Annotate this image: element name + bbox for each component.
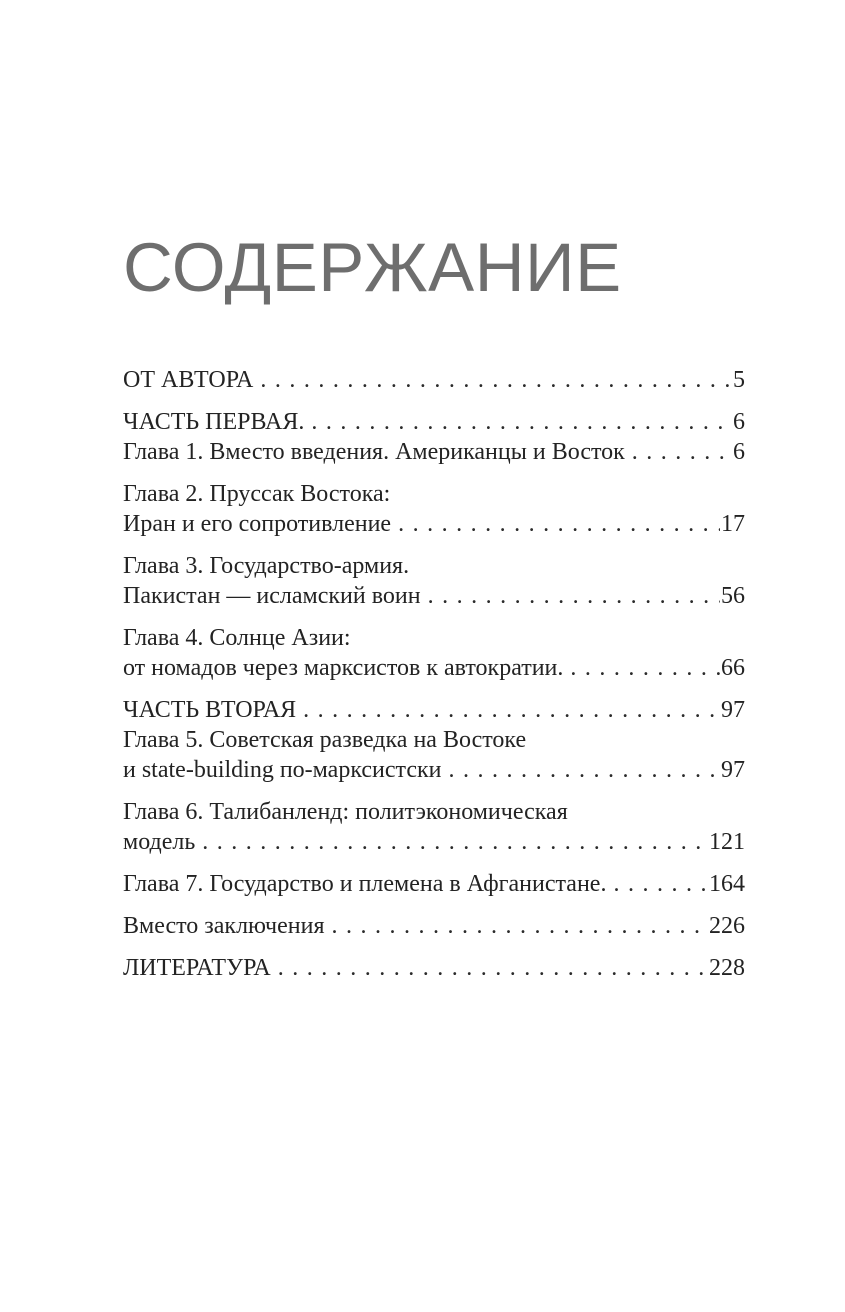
toc-entry-line	[123, 725, 745, 755]
toc-entry-line	[123, 653, 745, 683]
toc-entry-text: Глава 1. Вместо введения. Американцы и Восток	[123, 439, 625, 465]
dot-leader	[448, 755, 720, 785]
toc-entry-text: ЛИТЕРАТУРА	[123, 955, 271, 981]
dot-leader	[570, 653, 720, 683]
dot-leader	[303, 695, 720, 725]
page-title: СОДЕРЖАНИЕ	[123, 229, 622, 306]
dot-leader	[278, 953, 708, 983]
toc-entry-text: Глава 5. Советская разведка на Востоке	[123, 727, 527, 753]
dot-leader	[260, 365, 732, 395]
dot-leader	[632, 437, 732, 467]
toc-page-number: 226	[709, 913, 745, 939]
toc-entry-text: ОТ АВТОРА	[123, 367, 254, 393]
toc-entry-line	[123, 695, 745, 725]
toc-entry	[123, 695, 745, 725]
toc-list	[123, 365, 745, 983]
toc-entry-text: Глава 2. Пруссак Востока:	[123, 481, 391, 507]
dot-leader	[613, 869, 708, 899]
dot-leader	[398, 509, 720, 539]
toc-entry-line	[123, 581, 745, 611]
dot-leader	[428, 581, 720, 611]
toc-entry	[123, 869, 745, 899]
toc-entry-text: Глава 6. Талибанленд: политэкономическая	[123, 799, 568, 825]
toc-entry	[123, 437, 745, 467]
toc-page-number: 17	[721, 511, 745, 537]
toc-page-number: 5	[733, 367, 745, 393]
toc-entry	[123, 479, 745, 539]
dot-leader	[202, 827, 708, 857]
toc-entry-line	[123, 755, 745, 785]
toc-page-number: 6	[733, 439, 745, 465]
toc-page-number: 6	[733, 409, 745, 435]
toc-entry	[123, 953, 745, 983]
toc-entry-text: модель	[123, 829, 196, 855]
toc-entry-line	[123, 797, 745, 827]
toc-entry-text: Глава 3. Государство-армия.	[123, 553, 410, 579]
toc-entry	[123, 725, 745, 785]
toc-entry-line	[123, 869, 745, 899]
toc-entry-text: и state-building по-марксистски	[123, 757, 442, 783]
toc-page-number: 121	[709, 829, 745, 855]
toc-entry-line	[123, 551, 745, 581]
toc-entry-line	[123, 365, 745, 395]
toc-entry-text: Вместо заключения	[123, 913, 325, 939]
toc-entry	[123, 365, 745, 395]
toc-entry	[123, 797, 745, 857]
toc-entry-text: ЧАСТЬ ВТОРАЯ	[123, 697, 297, 723]
toc-entry-text: Глава 7. Государство и племена в Афганистане.	[123, 871, 607, 897]
toc-page-number: 228	[709, 955, 745, 981]
toc-entry-text: Иран и его сопротивление	[123, 511, 392, 537]
toc-page-number: 97	[721, 757, 745, 783]
toc-entry	[123, 911, 745, 941]
toc-page-number: 66	[721, 655, 745, 681]
toc-entry-line	[123, 437, 745, 467]
dot-leader	[332, 911, 708, 941]
toc-entry	[123, 623, 745, 683]
toc-entry-line	[123, 479, 745, 509]
toc-entry-line	[123, 509, 745, 539]
toc-entry	[123, 551, 745, 611]
toc-entry-text: от номадов через марксистов к автократии.	[123, 655, 564, 681]
toc-page-number: 164	[709, 871, 745, 897]
dot-leader	[311, 407, 732, 437]
toc-entry-text: Пакистан — исламский воин	[123, 583, 421, 609]
toc-entry-line	[123, 953, 745, 983]
toc-entry-text: Глава 4. Солнце Азии:	[123, 625, 351, 651]
toc-entry-line	[123, 827, 745, 857]
toc-entry-line	[123, 407, 745, 437]
toc-entry-text: ЧАСТЬ ПЕРВАЯ.	[123, 409, 305, 435]
toc-entry	[123, 407, 745, 437]
toc-entry-line	[123, 623, 745, 653]
toc-entry-line	[123, 911, 745, 941]
toc-page-number: 97	[721, 697, 745, 723]
toc-page-number: 56	[721, 583, 745, 609]
